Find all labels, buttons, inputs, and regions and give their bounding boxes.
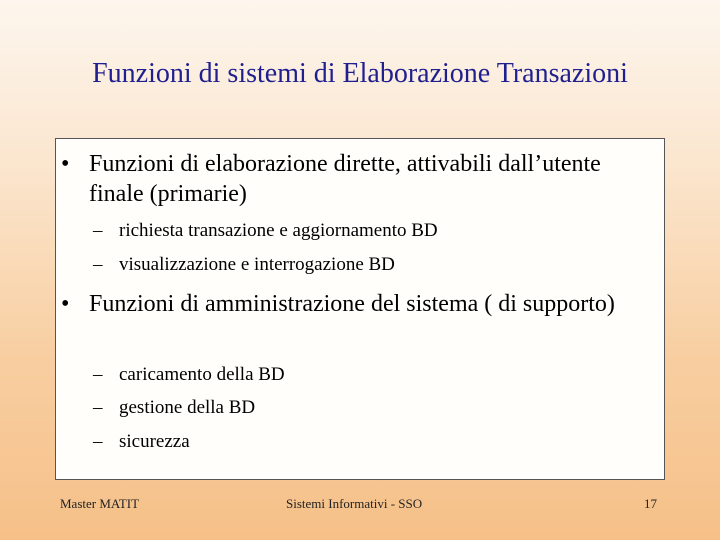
sub-item-text: sicurezza (119, 431, 190, 452)
sub-item (93, 253, 395, 277)
sub-item-text: caricamento della BD (119, 364, 285, 385)
bullet-text: Funzioni di elaborazione dirette, attivabili dall’utente finale (primarie) (89, 151, 601, 207)
sub-mark: – (93, 397, 103, 418)
sub-item-text: visualizzazione e interrogazione BD (119, 254, 395, 275)
sub-item (93, 396, 255, 420)
footer-left-text: Master MATIT (60, 496, 140, 511)
sub-mark: – (93, 431, 103, 452)
content-box (55, 138, 665, 480)
sub-item (93, 219, 438, 243)
sub-item (93, 363, 285, 387)
sub-mark: – (93, 364, 103, 385)
sub-mark: – (93, 220, 103, 241)
slide-title: Funzioni di sistemi di Elaborazione Transazioni (92, 58, 628, 89)
sub-mark: – (93, 254, 103, 275)
footer-center-text: Sistemi Informativi - SSO (286, 496, 423, 511)
page-number: 17 (644, 496, 657, 511)
bullet-mark: • (61, 291, 70, 317)
bullet-mark: • (61, 151, 70, 177)
sub-item-text: gestione della BD (119, 397, 256, 418)
sub-item-text: richiesta transazione e aggiornamento BD (119, 220, 438, 241)
sub-item (93, 430, 190, 454)
bullet-text: Funzioni di amministrazione del sistema ( di supporto) (89, 291, 615, 317)
